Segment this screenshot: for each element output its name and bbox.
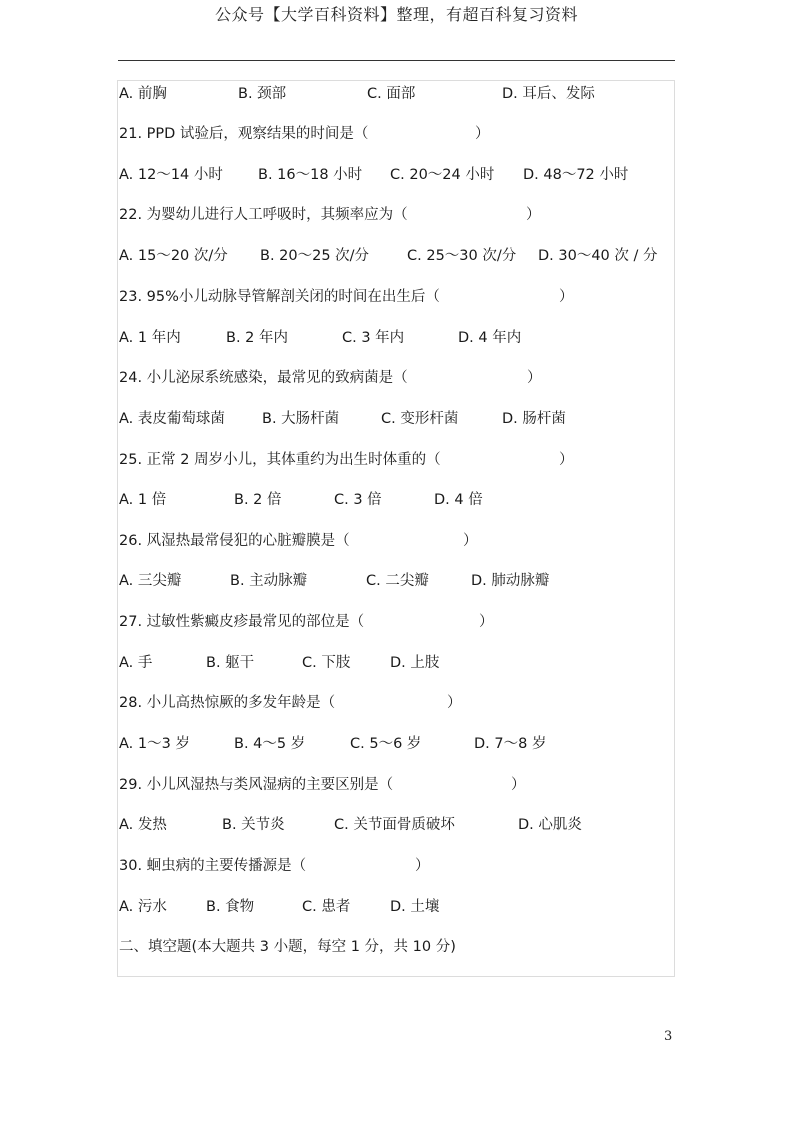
option-b: B. 主动脉瓣 <box>230 573 308 589</box>
option-b: B. 16～18 小时 <box>258 167 363 183</box>
option-d: D. 肺动脉瓣 <box>471 573 550 589</box>
question-text: 28. 小儿高热惊厥的多发年龄是（ <box>119 695 336 711</box>
option-b: B. 颈部 <box>238 86 287 102</box>
option-c: C. 25～30 次/分 <box>407 248 517 264</box>
option-b: B. 4～5 岁 <box>234 736 306 752</box>
question-text: 21. PPD 试验后，观察结果的时间是（ <box>119 126 369 142</box>
option-d: D. 心肌炎 <box>518 817 582 833</box>
option-d: D. 4 年内 <box>458 330 522 346</box>
option-d: D. 7～8 岁 <box>474 736 547 752</box>
option-b: B. 2 年内 <box>226 330 289 346</box>
question-text: 25. 正常 2 周岁小儿，其体重约为出生时体重的（ <box>119 452 441 468</box>
question-text: 30. 蛔虫病的主要传播源是（ <box>119 858 307 874</box>
option-a: A. 发热 <box>119 817 167 833</box>
option-d: D. 土壤 <box>390 899 440 915</box>
option-b: B. 2 倍 <box>234 492 282 508</box>
option-c: C. 变形杆菌 <box>381 411 459 427</box>
option-c: C. 3 倍 <box>334 492 382 508</box>
option-a: A. 1 倍 <box>119 492 167 508</box>
answer-paren-close: ） <box>559 289 574 305</box>
option-c: C. 下肢 <box>302 655 351 671</box>
option-a: A. 手 <box>119 655 153 671</box>
page-number: 3 <box>664 1029 673 1044</box>
option-d: D. 肠杆菌 <box>502 411 566 427</box>
option-a: A. 12～14 小时 <box>119 167 223 183</box>
option-b: B. 关节炎 <box>222 817 285 833</box>
header-divider <box>118 60 675 61</box>
question-text: 27. 过敏性紫癜皮疹最常见的部位是（ <box>119 614 365 630</box>
option-c: C. 5～6 岁 <box>350 736 422 752</box>
answer-paren-close: ） <box>511 777 526 793</box>
question-text: 26. 风湿热最常侵犯的心脏瓣膜是（ <box>119 533 350 549</box>
option-d: D. 48～72 小时 <box>523 167 629 183</box>
option-b: B. 20～25 次/分 <box>260 248 370 264</box>
answer-paren-close: ） <box>447 695 462 711</box>
answer-paren-close: ） <box>463 533 478 549</box>
answer-paren-close: ） <box>527 370 542 386</box>
option-c: C. 面部 <box>367 86 416 102</box>
option-a: A. 前胸 <box>119 86 167 102</box>
option-c: C. 3 年内 <box>342 330 405 346</box>
option-a: A. 表皮葡萄球菌 <box>119 411 225 427</box>
option-b: B. 食物 <box>206 899 255 915</box>
option-c: C. 关节面骨质破坏 <box>334 817 455 833</box>
answer-paren-close: ） <box>479 614 494 630</box>
question-text: 24. 小儿泌尿系统感染，最常见的致病菌是（ <box>119 370 408 386</box>
option-d: D. 耳后、发际 <box>502 86 595 102</box>
question-text: 23. 95%小儿动脉导管解剖关闭的时间在出生后（ <box>119 289 440 305</box>
option-c: C. 患者 <box>302 899 351 915</box>
answer-paren-close: ） <box>415 858 430 874</box>
option-d: D. 4 倍 <box>434 492 483 508</box>
section-title: 二、填空题(本大题共 3 小题，每空 1 分，共 10 分) <box>119 939 456 955</box>
option-c: C. 20～24 小时 <box>390 167 495 183</box>
answer-paren-close: ） <box>526 207 541 223</box>
option-a: A. 三尖瓣 <box>119 573 182 589</box>
option-a: A. 污水 <box>119 899 167 915</box>
option-d: D. 30～40 次 / 分 <box>538 248 658 264</box>
answer-paren-close: ） <box>559 452 574 468</box>
option-a: A. 15～20 次/分 <box>119 248 228 264</box>
question-text: 22. 为婴幼儿进行人工呼吸时，其频率应为（ <box>119 207 408 223</box>
option-a: A. 1～3 岁 <box>119 736 190 752</box>
option-a: A. 1 年内 <box>119 330 181 346</box>
option-b: B. 躯干 <box>206 655 255 671</box>
question-text: 29. 小儿风湿热与类风湿病的主要区别是（ <box>119 777 394 793</box>
option-c: C. 二尖瓣 <box>366 573 429 589</box>
page-header-title: 公众号【大学百科资料】整理，有超百科复习资料 <box>214 5 578 24</box>
option-d: D. 上肢 <box>390 655 440 671</box>
answer-paren-close: ） <box>475 126 490 142</box>
option-b: B. 大肠杆菌 <box>262 411 340 427</box>
